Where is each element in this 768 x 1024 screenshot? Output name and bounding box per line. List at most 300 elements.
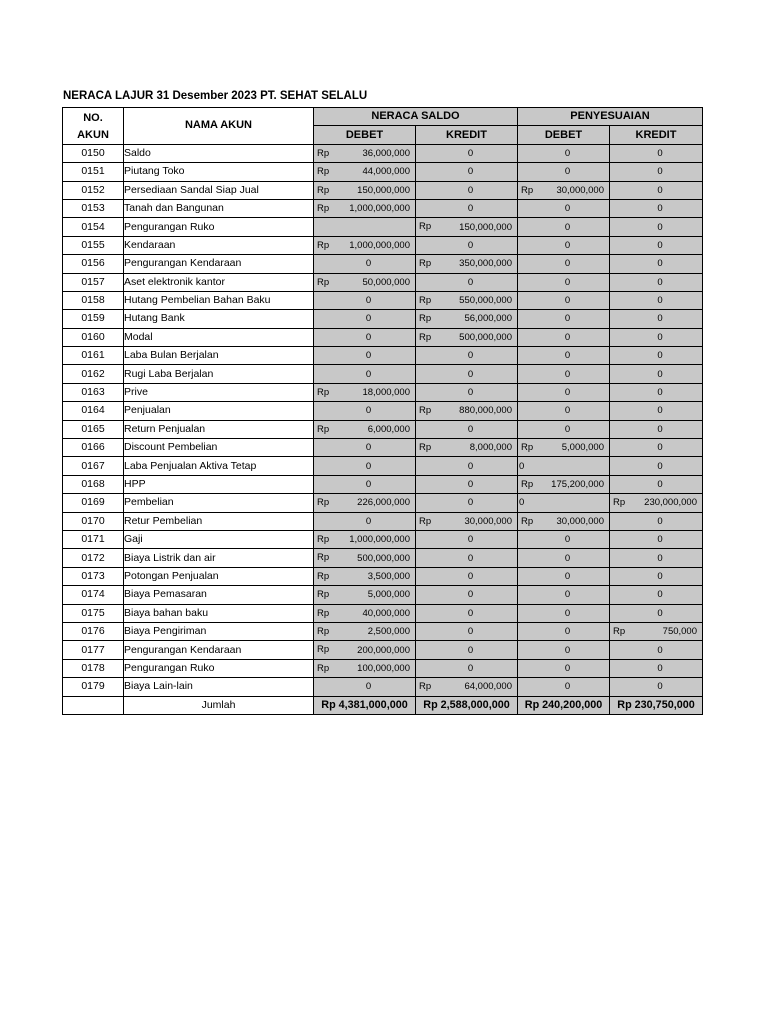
amount-cell-p-debet bbox=[518, 420, 610, 438]
amount-value: 0 bbox=[657, 442, 663, 454]
currency-label: Rp bbox=[317, 662, 330, 674]
account-code: 0157 bbox=[63, 273, 124, 291]
amount-value: 2,500,000 bbox=[367, 626, 410, 638]
currency-label: Rp bbox=[317, 497, 330, 509]
amount-cell-ns-kredit bbox=[416, 383, 518, 401]
amount-cell-ns-debet bbox=[314, 494, 416, 512]
amount-value: 0 bbox=[564, 203, 571, 215]
amount-cell-ns-kredit bbox=[416, 659, 518, 677]
amount-value: 0 bbox=[467, 184, 474, 196]
account-name: Penjualan bbox=[124, 402, 314, 420]
amount-value: 30,000,000 bbox=[556, 184, 604, 196]
amount-cell-ns-debet bbox=[314, 199, 416, 217]
account-code: 0160 bbox=[63, 328, 124, 346]
amount-cell-ns-debet bbox=[314, 567, 416, 585]
account-name: Piutang Toko bbox=[124, 163, 314, 181]
amount-cell-p-debet bbox=[518, 144, 610, 162]
amount-cell-ns-kredit bbox=[416, 457, 518, 475]
amount-value: 36,000,000 bbox=[362, 147, 410, 159]
amount-value: 6,000,000 bbox=[367, 423, 410, 435]
amount-value: 0 bbox=[657, 203, 663, 215]
account-code: 0158 bbox=[63, 291, 124, 309]
total-ns-debet: Rp 4,381,000,000 bbox=[314, 696, 416, 714]
amount-value: 230,000,000 bbox=[644, 497, 697, 509]
amount-value: 0 bbox=[467, 423, 474, 435]
amount-value: 0 bbox=[467, 460, 474, 472]
account-name: Gaji bbox=[124, 530, 314, 548]
amount-value: 44,000,000 bbox=[362, 166, 410, 178]
table-row bbox=[63, 622, 703, 640]
account-code: 0171 bbox=[63, 530, 124, 548]
amount-value: 50,000,000 bbox=[362, 276, 410, 288]
amount-value: 0 bbox=[564, 607, 571, 619]
amount-cell-ns-kredit bbox=[416, 549, 518, 567]
currency-label: Rp bbox=[317, 166, 330, 178]
currency-label: Rp bbox=[521, 184, 534, 196]
amount-cell-p-debet bbox=[518, 365, 610, 383]
amount-cell-ns-kredit bbox=[416, 218, 518, 236]
amount-cell-ns-kredit bbox=[416, 181, 518, 199]
table-row bbox=[63, 218, 703, 236]
amount-cell-p-kredit bbox=[610, 641, 703, 659]
amount-cell-ns-debet bbox=[314, 622, 416, 640]
amount-cell-ns-debet bbox=[314, 365, 416, 383]
amount-cell-ns-kredit bbox=[416, 255, 518, 273]
amount-cell-p-kredit bbox=[610, 347, 703, 365]
header-no-line1: NO. bbox=[83, 111, 103, 124]
currency-label: Rp bbox=[419, 405, 432, 417]
amount-cell-ns-debet bbox=[314, 163, 416, 181]
amount-cell-p-kredit bbox=[610, 199, 703, 217]
amount-value: 0 bbox=[564, 239, 571, 251]
amount-cell-ns-debet bbox=[314, 144, 416, 162]
amount-value: 0 bbox=[519, 460, 525, 472]
amount-value: 0 bbox=[564, 405, 571, 417]
account-code: 0168 bbox=[63, 475, 124, 493]
amount-cell-p-kredit bbox=[610, 236, 703, 254]
amount-cell-ns-debet bbox=[314, 181, 416, 199]
account-code: 0159 bbox=[63, 310, 124, 328]
amount-value: 0 bbox=[657, 423, 663, 435]
amount-value: 150,000,000 bbox=[357, 184, 410, 196]
currency-label: Rp bbox=[317, 202, 330, 214]
amount-value: 0 bbox=[467, 203, 474, 215]
amount-value: 0 bbox=[657, 387, 663, 399]
amount-cell-p-debet bbox=[518, 494, 610, 512]
amount-value: 0 bbox=[657, 607, 663, 619]
account-name: Pengurangan Ruko bbox=[124, 218, 314, 236]
amount-value: 0 bbox=[365, 515, 372, 527]
header-ns-kredit: KREDIT bbox=[416, 126, 518, 144]
table-row bbox=[63, 402, 703, 420]
amount-value: 0 bbox=[365, 258, 372, 270]
amount-cell-ns-debet bbox=[314, 659, 416, 677]
amount-cell-p-debet bbox=[518, 347, 610, 365]
currency-label: Rp bbox=[317, 644, 330, 656]
amount-value: 0 bbox=[657, 258, 663, 270]
account-code: 0162 bbox=[63, 365, 124, 383]
account-name: Biaya Listrik dan air bbox=[124, 549, 314, 567]
amount-cell-ns-debet bbox=[314, 255, 416, 273]
amount-cell-ns-kredit bbox=[416, 236, 518, 254]
amount-value: 0 bbox=[365, 295, 372, 307]
account-name: Prive bbox=[124, 383, 314, 401]
amount-cell-ns-debet bbox=[314, 678, 416, 696]
amount-cell-p-debet bbox=[518, 586, 610, 604]
amount-cell-p-kredit bbox=[610, 383, 703, 401]
amount-cell-p-kredit bbox=[610, 659, 703, 677]
amount-cell-p-kredit bbox=[610, 586, 703, 604]
table-row bbox=[63, 310, 703, 328]
amount-cell-p-debet bbox=[518, 199, 610, 217]
amount-value: 226,000,000 bbox=[357, 497, 410, 509]
amount-value: 0 bbox=[657, 479, 663, 490]
header-ns-debet: DEBET bbox=[314, 126, 416, 144]
amount-cell-ns-debet bbox=[314, 420, 416, 438]
amount-value: 30,000,000 bbox=[464, 515, 512, 527]
amount-value: 0 bbox=[657, 681, 663, 693]
table-row bbox=[63, 678, 703, 696]
currency-label: Rp bbox=[317, 570, 330, 582]
account-name: Discount Pembelian bbox=[124, 439, 314, 457]
amount-cell-p-debet bbox=[518, 512, 610, 530]
account-name: Hutang Pembelian Bahan Baku bbox=[124, 291, 314, 309]
amount-cell-ns-debet bbox=[314, 218, 416, 236]
amount-value: 0 bbox=[467, 276, 474, 288]
account-name: Tanah dan Bangunan bbox=[124, 199, 314, 217]
amount-cell-p-kredit bbox=[610, 678, 703, 696]
amount-cell-p-kredit bbox=[610, 163, 703, 181]
amount-value: 500,000,000 bbox=[459, 331, 512, 343]
amount-cell-ns-debet bbox=[314, 310, 416, 328]
amount-value: 550,000,000 bbox=[459, 295, 512, 307]
amount-cell-p-kredit bbox=[610, 420, 703, 438]
amount-cell-p-kredit bbox=[610, 181, 703, 199]
amount-cell-p-kredit bbox=[610, 310, 703, 328]
amount-value: 0 bbox=[365, 460, 372, 472]
header-neraca-saldo: NERACA SALDO bbox=[314, 108, 518, 126]
amount-cell-ns-kredit bbox=[416, 604, 518, 622]
currency-label: Rp bbox=[317, 625, 330, 637]
currency-label: Rp bbox=[613, 625, 626, 637]
amount-cell-ns-kredit bbox=[416, 678, 518, 696]
amount-cell-ns-kredit bbox=[416, 199, 518, 217]
amount-value: 0 bbox=[365, 681, 372, 693]
amount-value: 0 bbox=[657, 662, 663, 674]
amount-cell-ns-debet bbox=[314, 604, 416, 622]
account-code: 0178 bbox=[63, 659, 124, 677]
account-code: 0172 bbox=[63, 549, 124, 567]
currency-label: Rp bbox=[419, 331, 432, 343]
amount-cell-p-debet bbox=[518, 328, 610, 346]
account-name: Return Penjualan bbox=[124, 420, 314, 438]
amount-cell-p-debet bbox=[518, 236, 610, 254]
currency-label: Rp bbox=[419, 294, 432, 306]
amount-value: 0 bbox=[467, 368, 474, 380]
amount-value: 18,000,000 bbox=[362, 387, 410, 399]
amount-value: 5,000,000 bbox=[367, 589, 410, 601]
table-row bbox=[63, 641, 703, 659]
amount-value: 0 bbox=[564, 221, 571, 233]
amount-value: 0 bbox=[365, 479, 372, 490]
account-code: 0161 bbox=[63, 347, 124, 365]
currency-label: Rp bbox=[317, 533, 330, 545]
table-row bbox=[63, 181, 703, 199]
amount-value: 0 bbox=[365, 313, 372, 325]
totals-blank-cell bbox=[63, 696, 124, 714]
amount-cell-p-kredit bbox=[610, 494, 703, 512]
amount-value: 0 bbox=[365, 442, 372, 454]
amount-cell-ns-kredit bbox=[416, 273, 518, 291]
header-nama-akun: NAMA AKUN bbox=[124, 108, 314, 145]
amount-value: 0 bbox=[467, 644, 474, 656]
amount-value: 40,000,000 bbox=[362, 607, 410, 619]
amount-cell-ns-debet bbox=[314, 457, 416, 475]
table-row bbox=[63, 365, 703, 383]
currency-label: Rp bbox=[317, 239, 330, 251]
table-row bbox=[63, 273, 703, 291]
amount-value: 0 bbox=[564, 276, 571, 288]
account-code: 0174 bbox=[63, 586, 124, 604]
account-name: Pengurangan Kendaraan bbox=[124, 255, 314, 273]
amount-cell-ns-kredit bbox=[416, 310, 518, 328]
amount-value: 0 bbox=[657, 534, 663, 546]
amount-cell-p-kredit bbox=[610, 439, 703, 457]
table-row bbox=[63, 604, 703, 622]
amount-value: 0 bbox=[467, 552, 474, 564]
account-name: Aset elektronik kantor bbox=[124, 273, 314, 291]
amount-cell-ns-debet bbox=[314, 328, 416, 346]
amount-value: 0 bbox=[657, 570, 663, 582]
account-name: Biaya bahan baku bbox=[124, 604, 314, 622]
amount-value: 0 bbox=[467, 387, 474, 399]
amount-value: 0 bbox=[564, 387, 571, 399]
account-name: Pengurangan Ruko bbox=[124, 659, 314, 677]
amount-cell-ns-kredit bbox=[416, 365, 518, 383]
amount-value: 0 bbox=[657, 405, 663, 417]
amount-value: 0 bbox=[657, 368, 663, 380]
amount-value: 500,000,000 bbox=[357, 552, 410, 564]
amount-cell-p-debet bbox=[518, 475, 610, 493]
amount-value: 0 bbox=[467, 662, 474, 674]
amount-cell-p-kredit bbox=[610, 365, 703, 383]
amount-cell-ns-debet bbox=[314, 273, 416, 291]
amount-cell-p-debet bbox=[518, 622, 610, 640]
currency-label: Rp bbox=[317, 386, 330, 398]
account-code: 0156 bbox=[63, 255, 124, 273]
account-name: Retur Pembelian bbox=[124, 512, 314, 530]
amount-value: 64,000,000 bbox=[464, 681, 512, 693]
totals-row bbox=[63, 696, 703, 714]
account-name: Potongan Penjualan bbox=[124, 567, 314, 585]
amount-value: 0 bbox=[564, 331, 571, 343]
amount-value: 56,000,000 bbox=[464, 313, 512, 325]
amount-value: 0 bbox=[365, 350, 372, 362]
currency-label: Rp bbox=[317, 184, 330, 196]
amount-cell-ns-debet bbox=[314, 383, 416, 401]
amount-cell-ns-debet bbox=[314, 347, 416, 365]
currency-label: Rp bbox=[419, 442, 432, 454]
amount-value: 0 bbox=[657, 331, 663, 343]
worksheet-table bbox=[62, 107, 703, 715]
amount-cell-ns-debet bbox=[314, 475, 416, 493]
table-row bbox=[63, 383, 703, 401]
table-row bbox=[63, 163, 703, 181]
currency-label: Rp bbox=[317, 276, 330, 288]
account-code: 0173 bbox=[63, 567, 124, 585]
amount-value: 0 bbox=[564, 166, 571, 178]
amount-value: 0 bbox=[564, 570, 571, 582]
account-name: Rugi Laba Berjalan bbox=[124, 365, 314, 383]
amount-value: 0 bbox=[657, 295, 663, 307]
table-row bbox=[63, 236, 703, 254]
amount-value: 0 bbox=[657, 166, 663, 178]
currency-label: Rp bbox=[419, 313, 432, 325]
amount-cell-ns-kredit bbox=[416, 641, 518, 659]
amount-cell-p-debet bbox=[518, 549, 610, 567]
amount-cell-p-kredit bbox=[610, 291, 703, 309]
account-name: Pembelian bbox=[124, 494, 314, 512]
amount-cell-p-debet bbox=[518, 273, 610, 291]
amount-cell-p-debet bbox=[518, 604, 610, 622]
amount-value: 1,000,000,000 bbox=[349, 534, 410, 546]
amount-cell-ns-kredit bbox=[416, 530, 518, 548]
amount-value: 0 bbox=[657, 644, 663, 656]
table-row bbox=[63, 567, 703, 585]
amount-cell-ns-kredit bbox=[416, 567, 518, 585]
amount-value: 0 bbox=[519, 497, 525, 509]
account-name: Biaya Lain-lain bbox=[124, 678, 314, 696]
amount-cell-ns-kredit bbox=[416, 420, 518, 438]
amount-value: 200,000,000 bbox=[357, 644, 410, 656]
account-name: Laba Penjualan Aktiva Tetap bbox=[124, 457, 314, 475]
table-row bbox=[63, 549, 703, 567]
amount-cell-p-kredit bbox=[610, 273, 703, 291]
amount-value: 5,000,000 bbox=[561, 442, 604, 454]
amount-value: 0 bbox=[657, 515, 663, 527]
amount-cell-p-debet bbox=[518, 457, 610, 475]
amount-value: 0 bbox=[657, 552, 663, 564]
amount-cell-ns-debet bbox=[314, 586, 416, 604]
amount-cell-ns-debet bbox=[314, 512, 416, 530]
header-penyesuaian: PENYESUAIAN bbox=[518, 108, 703, 126]
amount-cell-ns-debet bbox=[314, 402, 416, 420]
amount-value: 750,000 bbox=[662, 626, 697, 638]
amount-cell-p-kredit bbox=[610, 218, 703, 236]
amount-value: 0 bbox=[467, 497, 474, 509]
amount-value: 0 bbox=[657, 239, 663, 251]
total-p-kredit: Rp 230,750,000 bbox=[610, 696, 703, 714]
account-code: 0167 bbox=[63, 457, 124, 475]
table-row bbox=[63, 439, 703, 457]
table-row bbox=[63, 457, 703, 475]
amount-cell-ns-kredit bbox=[416, 291, 518, 309]
amount-value: 1,000,000,000 bbox=[349, 239, 410, 251]
table-row bbox=[63, 512, 703, 530]
account-code: 0175 bbox=[63, 604, 124, 622]
amount-value: 0 bbox=[657, 184, 663, 196]
account-code: 0166 bbox=[63, 439, 124, 457]
account-name: Hutang Bank bbox=[124, 310, 314, 328]
amount-cell-p-debet bbox=[518, 255, 610, 273]
amount-cell-ns-debet bbox=[314, 291, 416, 309]
table-row bbox=[63, 255, 703, 273]
account-code: 0169 bbox=[63, 494, 124, 512]
account-name: Biaya Pengiriman bbox=[124, 622, 314, 640]
amount-cell-ns-kredit bbox=[416, 347, 518, 365]
amount-value: 0 bbox=[657, 589, 663, 601]
amount-cell-p-debet bbox=[518, 310, 610, 328]
amount-cell-p-debet bbox=[518, 641, 610, 659]
total-ns-kredit: Rp 2,588,000,000 bbox=[416, 696, 518, 714]
account-code: 0155 bbox=[63, 236, 124, 254]
amount-cell-p-kredit bbox=[610, 402, 703, 420]
amount-value: 0 bbox=[564, 368, 571, 380]
account-name: Persediaan Sandal Siap Jual bbox=[124, 181, 314, 199]
amount-cell-ns-kredit bbox=[416, 439, 518, 457]
amount-value: 0 bbox=[467, 607, 474, 619]
account-code: 0153 bbox=[63, 199, 124, 217]
amount-cell-p-kredit bbox=[610, 457, 703, 475]
amount-value: 100,000,000 bbox=[357, 662, 410, 674]
total-p-debet: Rp 240,200,000 bbox=[518, 696, 610, 714]
table-row bbox=[63, 475, 703, 493]
table-row bbox=[63, 494, 703, 512]
table-row bbox=[63, 586, 703, 604]
amount-value: 0 bbox=[564, 258, 571, 270]
amount-value: 0 bbox=[564, 295, 571, 307]
account-name: Biaya Pemasaran bbox=[124, 586, 314, 604]
amount-value: 0 bbox=[657, 460, 663, 472]
amount-cell-p-debet bbox=[518, 291, 610, 309]
amount-value: 8,000,000 bbox=[469, 442, 512, 454]
amount-value: 0 bbox=[365, 405, 372, 417]
amount-cell-ns-debet bbox=[314, 530, 416, 548]
amount-value: 0 bbox=[467, 166, 474, 178]
amount-cell-p-kredit bbox=[610, 604, 703, 622]
amount-cell-ns-kredit bbox=[416, 144, 518, 162]
amount-cell-ns-kredit bbox=[416, 402, 518, 420]
amount-value: 1,000,000,000 bbox=[349, 203, 410, 215]
amount-value: 0 bbox=[564, 644, 571, 656]
amount-value: 0 bbox=[467, 350, 474, 362]
currency-label: Rp bbox=[317, 607, 330, 619]
currency-label: Rp bbox=[317, 552, 330, 564]
amount-cell-ns-kredit bbox=[416, 622, 518, 640]
amount-cell-ns-debet bbox=[314, 236, 416, 254]
header-p-debet: DEBET bbox=[518, 126, 610, 144]
account-code: 0170 bbox=[63, 512, 124, 530]
amount-cell-p-kredit bbox=[610, 144, 703, 162]
amount-value: 0 bbox=[657, 313, 663, 325]
amount-value: 0 bbox=[657, 221, 663, 233]
amount-cell-p-debet bbox=[518, 402, 610, 420]
amount-value: 0 bbox=[564, 662, 571, 674]
amount-cell-p-kredit bbox=[610, 549, 703, 567]
amount-cell-p-kredit bbox=[610, 567, 703, 585]
account-code: 0165 bbox=[63, 420, 124, 438]
amount-cell-ns-kredit bbox=[416, 494, 518, 512]
amount-value: 0 bbox=[657, 350, 663, 362]
amount-cell-p-debet bbox=[518, 383, 610, 401]
header-no-akun bbox=[63, 108, 124, 145]
table-row bbox=[63, 291, 703, 309]
amount-value: 350,000,000 bbox=[459, 258, 512, 270]
account-code: 0163 bbox=[63, 383, 124, 401]
amount-cell-p-debet bbox=[518, 439, 610, 457]
currency-label: Rp bbox=[521, 442, 534, 454]
amount-cell-p-debet bbox=[518, 218, 610, 236]
